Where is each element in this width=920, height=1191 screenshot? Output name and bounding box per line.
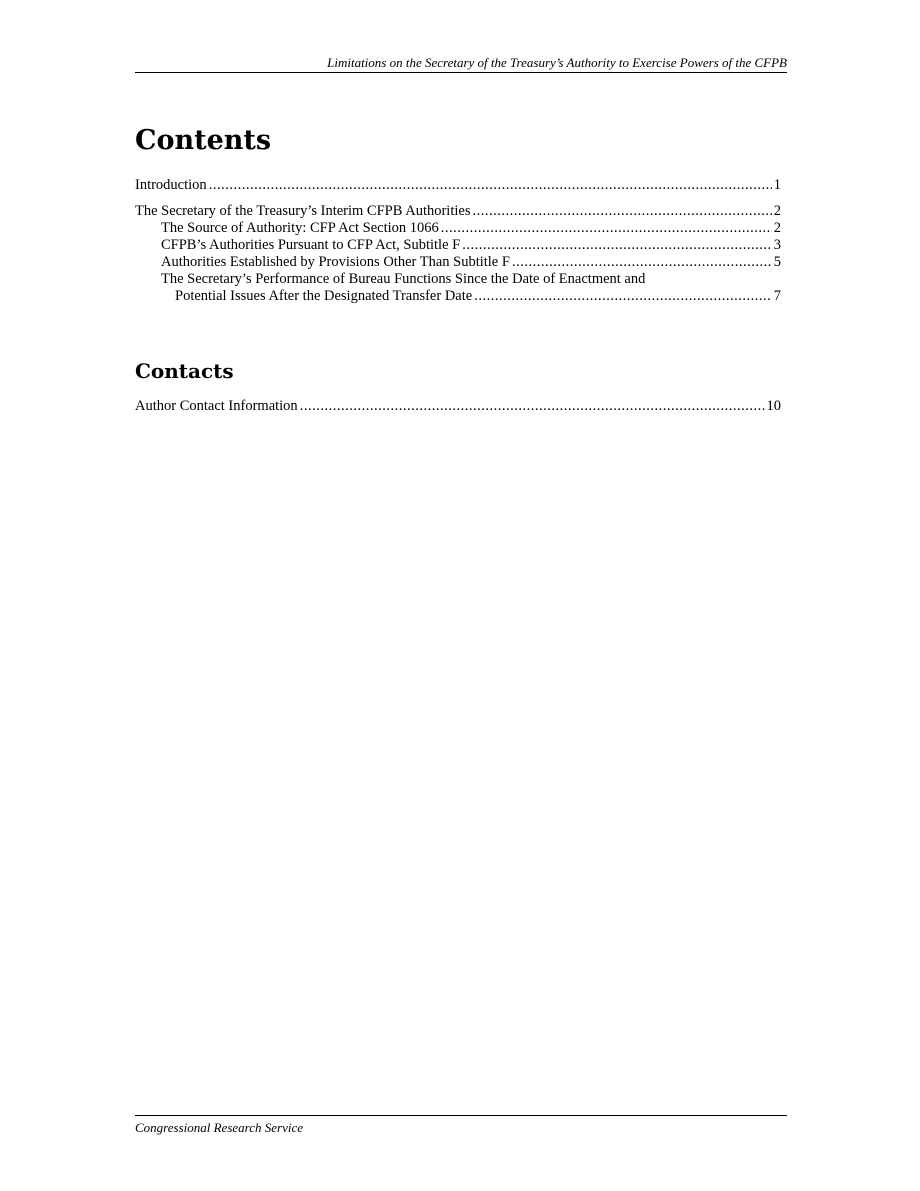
toc-page-number: 7 <box>773 288 781 304</box>
toc-entry-title: Authorities Established by Provisions Other Than Subtitle F <box>161 254 510 270</box>
dot-leader <box>300 398 765 415</box>
toc-entry-title: CFPB’s Authorities Pursuant to CFP Act, Subtitle F <box>161 237 461 253</box>
dot-leader <box>441 220 772 237</box>
toc-page-number: 5 <box>773 254 781 270</box>
toc-page-number: 1 <box>773 177 781 193</box>
contacts-list <box>135 398 781 415</box>
contacts-heading: Contacts <box>135 359 234 383</box>
toc-page-number: 2 <box>773 220 781 236</box>
toc-entry-other-provisions[interactable] <box>135 254 781 271</box>
toc-entry-title-line2: Potential Issues After the Designated Transfer Date <box>175 288 473 304</box>
dot-leader <box>462 237 772 254</box>
toc-page-number: 2 <box>773 203 781 219</box>
toc-entry-title: Author Contact Information <box>135 398 298 414</box>
toc-page-number: 3 <box>773 237 781 253</box>
dot-leader <box>474 288 772 305</box>
toc-entry-title: The Source of Authority: CFP Act Section 1066 <box>161 220 439 236</box>
header-rule <box>135 72 787 73</box>
toc-entry-bureau-functions[interactable] <box>135 271 781 305</box>
toc-entry-interim-authorities[interactable] <box>135 203 781 220</box>
toc-page-number: 10 <box>766 398 781 414</box>
toc-entry-author-contact[interactable] <box>135 398 781 415</box>
dot-leader <box>472 203 771 220</box>
contents-heading: Contents <box>135 125 272 156</box>
running-footer: Congressional Research Service <box>135 1120 303 1135</box>
table-of-contents <box>135 177 781 305</box>
dot-leader <box>512 254 772 271</box>
toc-entry-subtitle-f[interactable] <box>135 237 781 254</box>
dot-leader <box>209 177 772 194</box>
toc-entry-title: The Secretary of the Treasury’s Interim CFPB Authorities <box>135 203 471 219</box>
toc-entry-introduction[interactable] <box>135 177 781 194</box>
toc-entry-source-of-authority[interactable] <box>135 220 781 237</box>
toc-entry-title: Introduction <box>135 177 207 193</box>
running-header: Limitations on the Secretary of the Treasury’s Authority to Exercise Powers of the CFPB <box>327 55 787 70</box>
footer-rule <box>135 1115 787 1116</box>
toc-entry-title-line1: The Secretary’s Performance of Bureau Functions Since the Date of Enactment and <box>161 271 646 287</box>
